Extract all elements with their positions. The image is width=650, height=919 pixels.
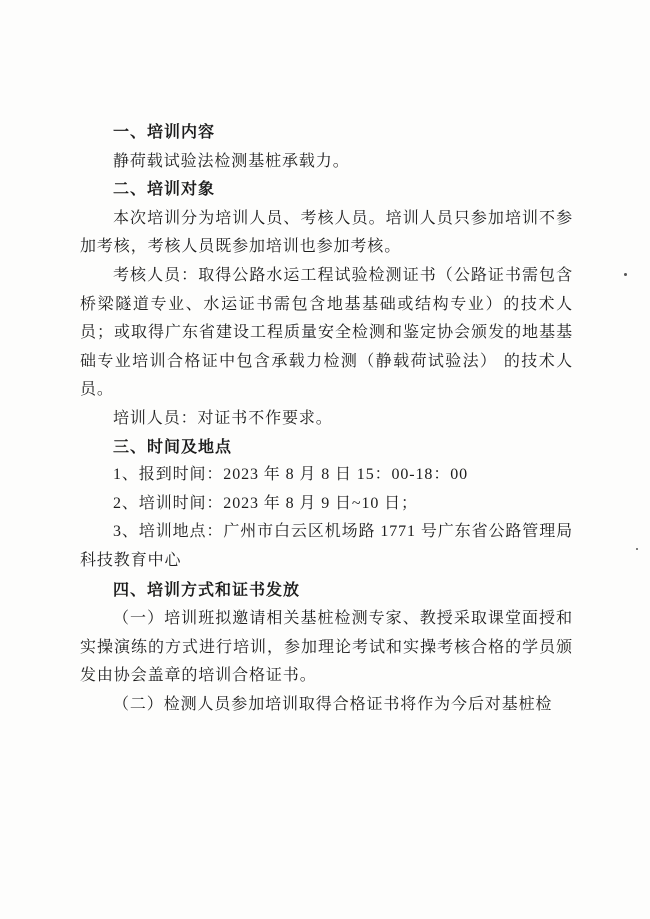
section-4-paragraph-2: （二）检测人员参加培训取得合格证书将作为今后对基桩检 [113, 693, 553, 713]
section-4-paragraph-1: （一）培训班拟邀请相关基桩检测专家、教授采取课堂面授和实操演练的方式进行培训，参加理论考试和实操考核合格的学员颁发由协会盖章的培训合格证书。 [80, 608, 573, 685]
section-3-item-2: 2、培训时间：2023 年 8 月 9 日~10 日； [113, 494, 418, 512]
section-2-paragraph-2: 考核人员：取得公路水运工程试验检测证书（公路证书需包含桥梁隧道专业、水运证书需包含地基基础或结构专业）的技术人员；或取得广东省建设工程质量安全检测和鉴定协会颁发的地基基础专业培训合格证中包含承载力检测（静载荷试验法） 的技术人员。 [80, 264, 573, 399]
section-2-heading: 二、培训对象 [113, 179, 216, 199]
section-2-paragraph-1: 本次培训分为培训人员、考核人员。培训人员只参加培训不参加考核，考核人员既参加培训也参加考核。 [80, 207, 573, 256]
section-3-heading: 三、时间及地点 [113, 436, 233, 456]
scan-speck [624, 273, 627, 276]
section-2-paragraph-3: 培训人员：对证书不作要求。 [113, 407, 333, 427]
section-3-item-1: 1、报到时间：2023 年 8 月 8 日 15：00-18：00 [113, 466, 469, 484]
section-1-body: 静荷载试验法检测基桩承载力。 [113, 150, 350, 170]
section-1-heading: 一、培训内容 [113, 122, 216, 141]
section-3-item-3: 3、培训地点：广州市白云区机场路 1771 号广东省公路管理局科技教育中心 [80, 523, 573, 569]
section-4-heading: 四、培训方式和证书发放 [113, 579, 301, 599]
document-body [80, 118, 573, 718]
scan-speck [636, 548, 638, 550]
